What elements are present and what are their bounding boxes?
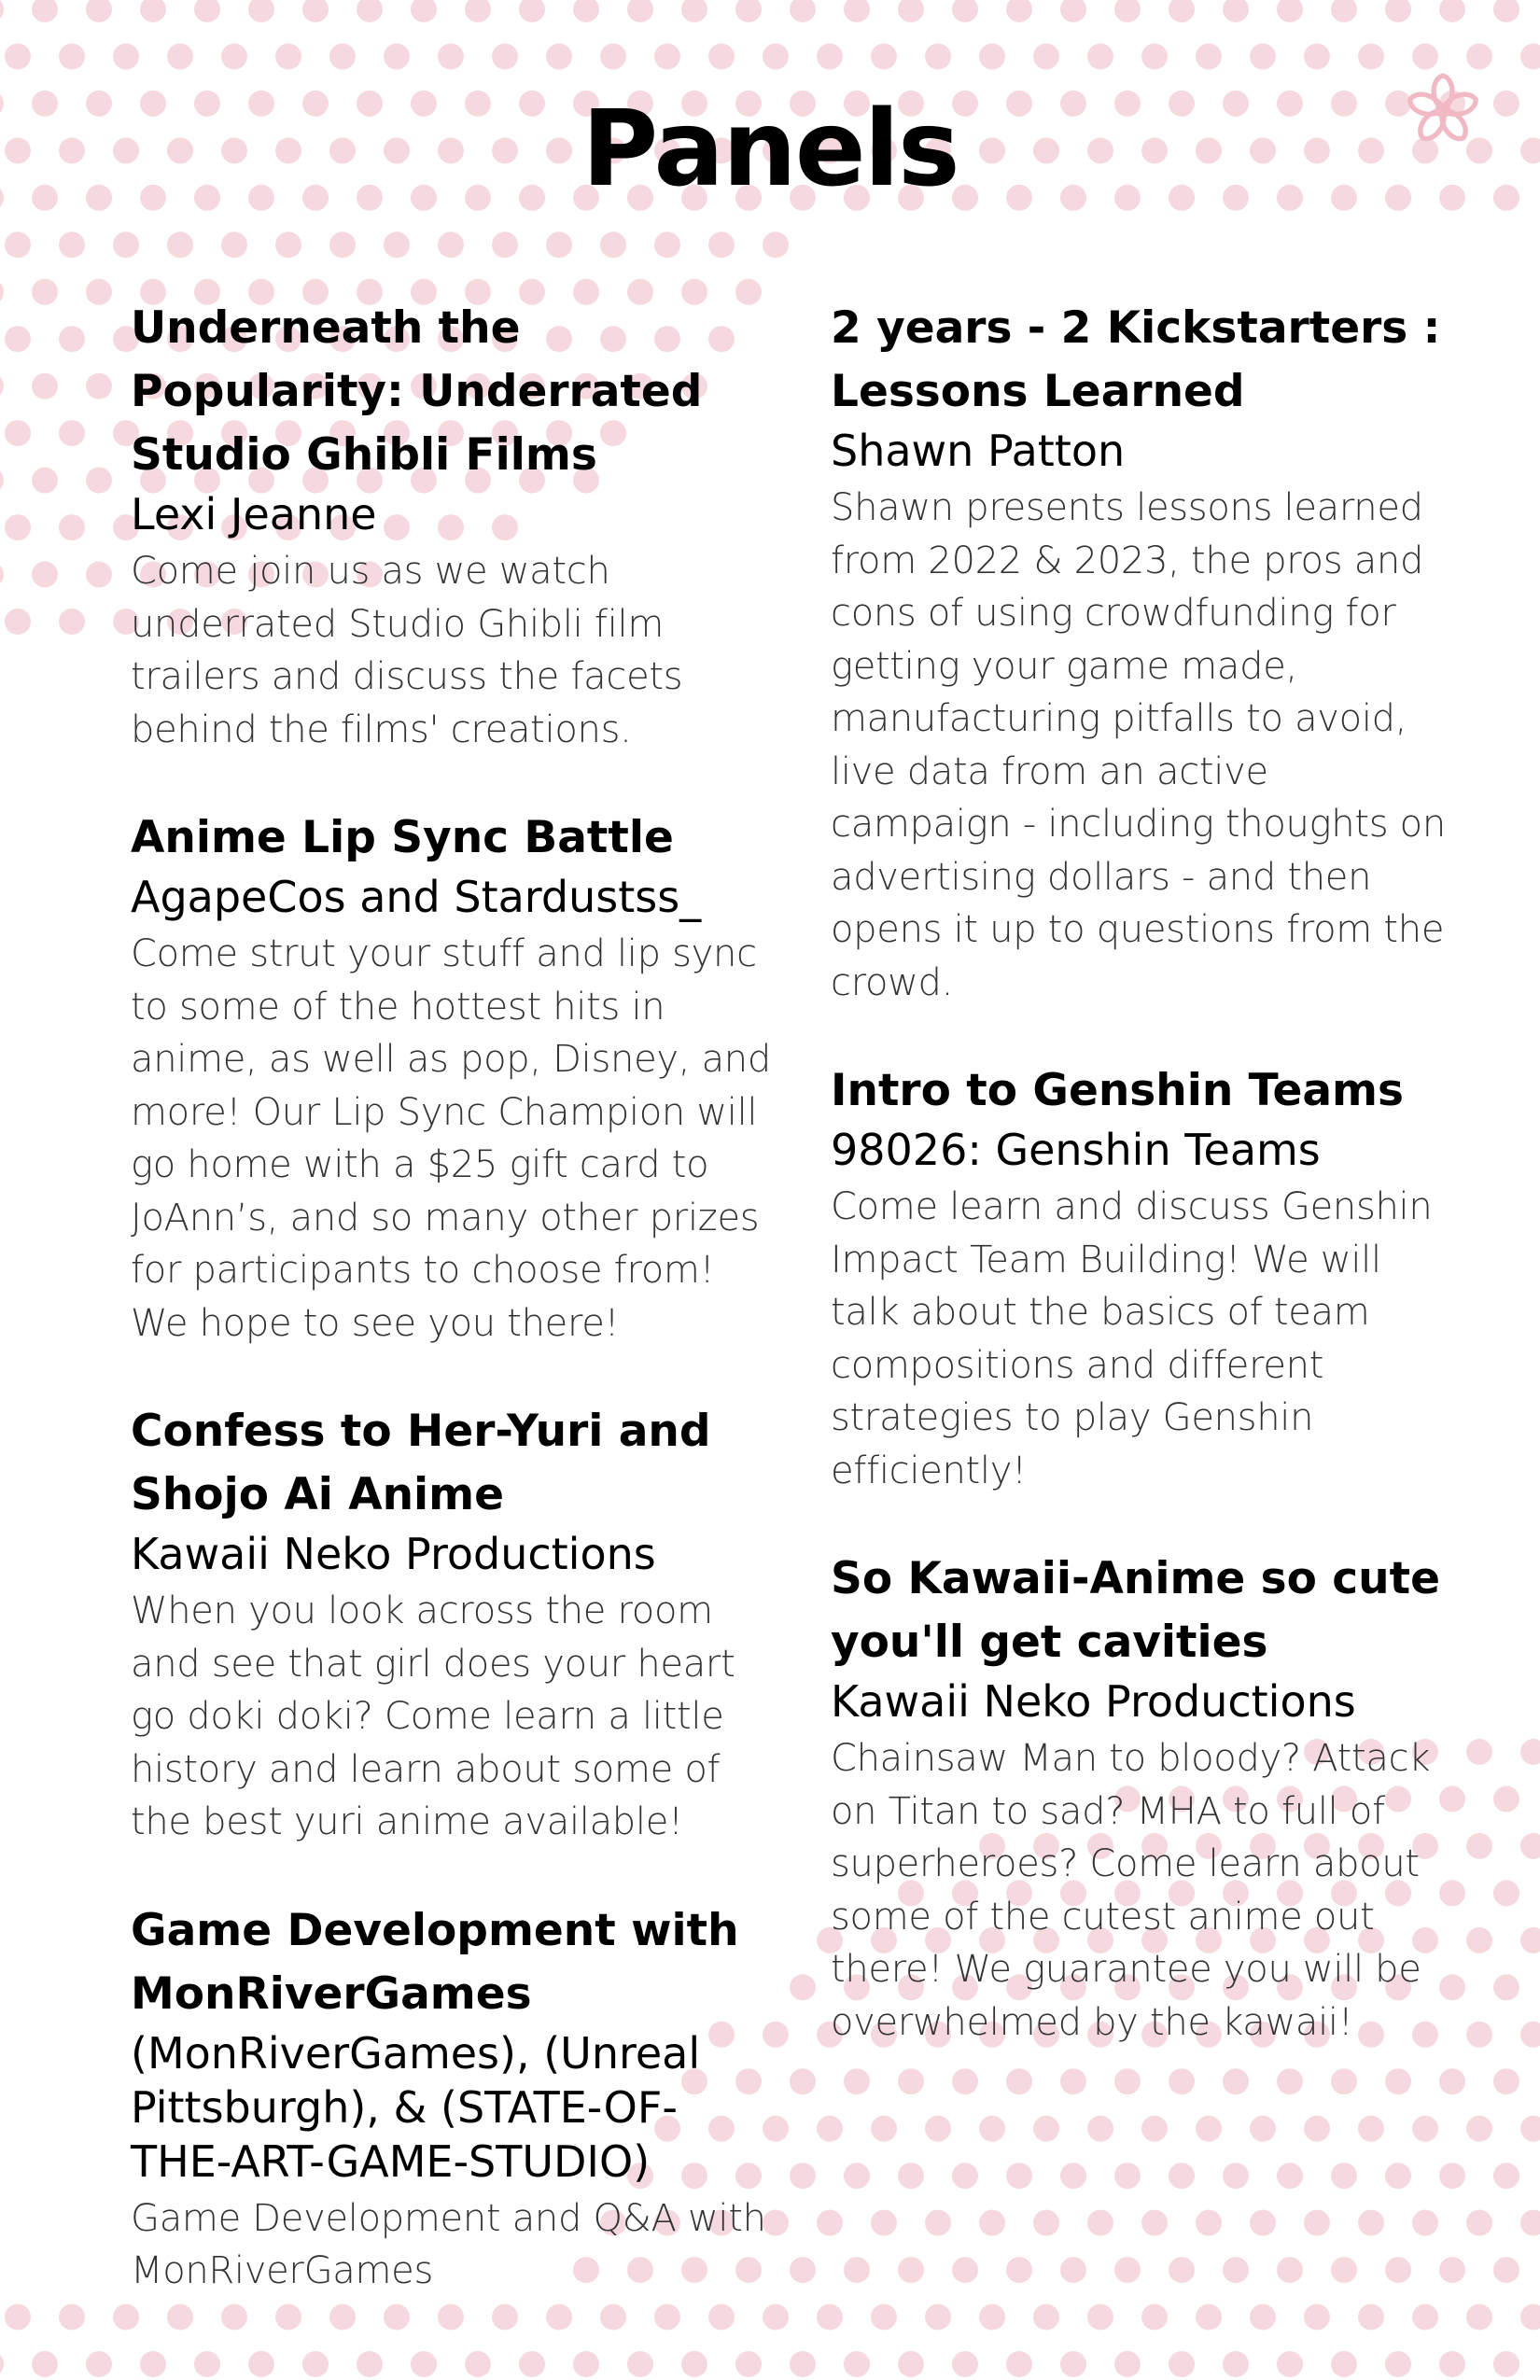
background-dot — [1060, 2068, 1086, 2094]
background-dot — [1114, 2257, 1141, 2283]
panel-description: Chainsaw Man to bloody? Attack on Titan to sad? MHA to full of superheroes? Come learn about some of the cutest anime out there! We guarantee you will be overwhelmed by the kawaii! — [831, 1737, 1431, 2044]
background-dot — [1439, 2257, 1465, 2283]
background-dot — [1385, 2257, 1411, 2283]
background-dot — [1250, 44, 1276, 70]
background-dot — [113, 231, 139, 258]
background-dot — [546, 231, 572, 258]
background-dot — [898, 2257, 924, 2283]
background-dot — [86, 2351, 112, 2377]
background-dot — [167, 2304, 193, 2331]
panel-description: Come strut your stuff and lip sync to some of the hottest hits in anime, as well as pop, Disney, and more! Our Lip Sync Champion will go home with a $25 gift card to JoAnn’s, and so many other prizes for participants to choose from! We hope to see you there! — [131, 932, 771, 1345]
background-dot — [1169, 2257, 1195, 2283]
page-title: Panels — [581, 89, 959, 210]
background-dot — [59, 44, 85, 70]
background-dot — [600, 231, 626, 258]
background-dot — [0, 373, 4, 399]
background-dot — [1520, 2210, 1540, 2236]
background-dot — [1466, 1739, 1492, 1765]
background-dot — [1033, 2116, 1059, 2142]
background-dot — [952, 2163, 978, 2189]
background-dot — [275, 2304, 301, 2331]
background-dot — [1412, 44, 1438, 70]
background-dot — [925, 2210, 951, 2236]
background-dot — [1060, 2257, 1086, 2283]
background-dot — [1087, 2304, 1113, 2331]
background-dot — [1412, 2116, 1438, 2142]
background-dot — [492, 2304, 518, 2331]
background-dot — [1520, 1833, 1540, 1859]
background-dot — [1493, 2163, 1519, 2189]
background-dot — [1520, 1927, 1540, 1953]
background-dot — [1087, 2116, 1113, 2142]
panel-title: Intro to Genshin Teams — [831, 1065, 1405, 1116]
background-dot — [1439, 2068, 1465, 2094]
panel-presenter: Kawaii Neko Productions — [131, 1529, 656, 1579]
background-dot — [5, 514, 31, 540]
background-dot — [898, 2068, 924, 2094]
panel-description: Game Development and Q&A with MonRiverGames — [131, 2196, 766, 2292]
background-dot — [1466, 1833, 1492, 1859]
background-dot — [1223, 0, 1249, 22]
background-dot — [302, 2351, 329, 2377]
background-dot — [1358, 2116, 1384, 2142]
background-dot — [59, 231, 85, 258]
background-dot — [1304, 2304, 1330, 2331]
background-dot — [681, 2351, 707, 2377]
background-dot — [59, 514, 85, 540]
background-dot — [1060, 2163, 1086, 2189]
background-dot — [1006, 2068, 1032, 2094]
background-dot — [86, 279, 112, 305]
background-dot — [1385, 2068, 1411, 2094]
panel-card — [131, 806, 775, 1350]
panel-description: When you look across the room and see that girl does your heart go doki doki? Come learn a little history and learn about some of the best yuri anime available! — [131, 1589, 735, 1843]
background-dot — [1169, 2068, 1195, 2094]
panel-card — [131, 1899, 775, 2298]
background-dot — [844, 2068, 870, 2094]
background-dot — [5, 2304, 31, 2331]
background-dot — [1033, 44, 1059, 70]
background-dot — [1385, 2163, 1411, 2189]
background-dot — [925, 2304, 951, 2331]
background-dot — [817, 2210, 843, 2236]
background-dot — [1466, 2210, 1492, 2236]
background-dot — [979, 2116, 1005, 2142]
background-dot — [844, 2257, 870, 2283]
panel-title: Game Development with MonRiverGames — [131, 1904, 739, 2020]
background-dot — [438, 2304, 464, 2331]
background-dot — [790, 2257, 816, 2283]
background-dot — [1277, 2163, 1303, 2189]
background-dot — [1385, 2351, 1411, 2377]
background-dot — [1277, 2351, 1303, 2377]
right-column — [831, 297, 1447, 2049]
background-dot — [465, 2351, 491, 2377]
background-dot — [979, 44, 1005, 70]
background-dot — [1331, 2068, 1357, 2094]
background-dot — [898, 0, 924, 22]
background-dot — [1331, 2351, 1357, 2377]
background-dot — [1250, 2304, 1276, 2331]
panel-title: Underneath the Popularity: Underrated Studio Ghibli Films — [131, 302, 703, 481]
background-dot — [817, 44, 843, 70]
background-dot — [59, 420, 85, 446]
background-dot — [1466, 44, 1492, 70]
background-dot — [1520, 2022, 1540, 2048]
panel-card — [831, 1059, 1447, 1497]
background-dot — [0, 0, 4, 22]
background-dot — [1358, 44, 1384, 70]
background-dot — [1196, 44, 1222, 70]
background-dot — [357, 2351, 383, 2377]
panel-presenter: 98026: Genshin Teams — [831, 1125, 1321, 1175]
panel-card — [131, 1400, 775, 1849]
background-dot — [1304, 2116, 1330, 2142]
background-dot — [167, 44, 193, 70]
background-dot — [1277, 2257, 1303, 2283]
background-dot — [411, 0, 437, 22]
background-dot — [5, 326, 31, 352]
background-dot — [1520, 2304, 1540, 2331]
background-dot — [1223, 2068, 1249, 2094]
background-dot — [1439, 2163, 1465, 2189]
background-dot — [1250, 2116, 1276, 2142]
background-dot — [952, 2068, 978, 2094]
background-dot — [1358, 2210, 1384, 2236]
background-dot — [194, 2351, 220, 2377]
background-dot — [1331, 0, 1357, 22]
background-dot — [113, 2304, 139, 2331]
background-dot — [573, 0, 599, 22]
background-dot — [1141, 44, 1168, 70]
panel-title: Confess to Her-Yuri and Shojo Ai Anime — [131, 1406, 711, 1520]
background-dot — [519, 0, 545, 22]
background-dot — [275, 231, 301, 258]
background-dot — [1169, 0, 1195, 22]
background-dot — [546, 2304, 572, 2331]
background-dot — [59, 2304, 85, 2331]
background-dot — [1196, 2116, 1222, 2142]
panel-presenter: Kawaii Neko Productions — [831, 1676, 1356, 1727]
background-dot — [763, 2304, 789, 2331]
background-dot — [654, 44, 680, 70]
background-dot — [5, 231, 31, 258]
background-dot — [790, 1974, 816, 2000]
background-dot — [302, 0, 329, 22]
background-dot — [1493, 0, 1519, 22]
background-dot — [790, 2068, 816, 2094]
background-dot — [1385, 0, 1411, 22]
background-dot — [86, 373, 112, 399]
background-dot — [1439, 2351, 1465, 2377]
background-dot — [0, 562, 4, 588]
background-dot — [1520, 2116, 1540, 2142]
cherry-blossom-icon — [1402, 69, 1484, 151]
background-dot — [925, 2116, 951, 2142]
background-dot — [763, 231, 789, 258]
background-dot — [1033, 2304, 1059, 2331]
background-dot — [1493, 2351, 1519, 2377]
background-dot — [1493, 2068, 1519, 2094]
panel-presenter: AgapeCos and Stardustss_ — [131, 872, 702, 922]
background-dot — [329, 44, 356, 70]
background-dot — [790, 2351, 816, 2377]
background-dot — [681, 0, 707, 22]
background-dot — [1060, 0, 1086, 22]
left-column — [131, 297, 775, 2298]
background-dot — [1493, 1786, 1519, 1813]
background-dot — [979, 2210, 1005, 2236]
background-dot — [1006, 2163, 1032, 2189]
background-dot — [871, 2304, 897, 2331]
background-dot — [600, 44, 626, 70]
background-dot — [1277, 2068, 1303, 2094]
background-dot — [925, 44, 951, 70]
background-dot — [248, 0, 274, 22]
background-dot — [600, 2304, 626, 2331]
background-dot — [32, 373, 58, 399]
background-dot — [492, 44, 518, 70]
background-dot — [1331, 2257, 1357, 2283]
background-dot — [1439, 0, 1465, 22]
background-dot — [221, 2304, 247, 2331]
background-dot — [1223, 2163, 1249, 2189]
background-dot — [275, 44, 301, 70]
background-dot — [1223, 2351, 1249, 2377]
background-dot — [844, 0, 870, 22]
background-dot — [1250, 2210, 1276, 2236]
background-dot — [86, 0, 112, 22]
panel-presenter: Shawn Patton — [831, 426, 1126, 476]
background-dot — [1358, 2304, 1384, 2331]
background-dot — [221, 44, 247, 70]
background-dot — [1006, 2351, 1032, 2377]
background-dot — [1331, 2163, 1357, 2189]
background-dot — [708, 44, 735, 70]
background-dot — [5, 44, 31, 70]
background-dot — [329, 231, 356, 258]
background-dot — [979, 2304, 1005, 2331]
background-dot — [735, 0, 762, 22]
background-dot — [1060, 2351, 1086, 2377]
background-dot — [952, 2257, 978, 2283]
background-dot — [1033, 2210, 1059, 2236]
background-dot — [1466, 2116, 1492, 2142]
background-dot — [735, 2351, 762, 2377]
background-dot — [871, 2210, 897, 2236]
background-dot — [1520, 1739, 1540, 1765]
background-dot — [1006, 2257, 1032, 2283]
background-dot — [86, 562, 112, 588]
background-dot — [248, 2351, 274, 2377]
background-dot — [384, 44, 410, 70]
background-dot — [438, 44, 464, 70]
background-dot — [5, 609, 31, 635]
background-dot — [59, 609, 85, 635]
background-dot — [627, 2351, 653, 2377]
background-dot — [1114, 2163, 1141, 2189]
background-dot — [1169, 2163, 1195, 2189]
panel-description: Come learn and discuss Genshin Impact Team Building! We will talk about the basics of team compositions and different strategies to play Genshin efficiently! — [831, 1185, 1433, 1492]
background-dot — [1493, 1880, 1519, 1906]
background-dot — [871, 44, 897, 70]
background-dot — [1114, 0, 1141, 22]
panel-description: Shawn presents lessons learned from 2022 & 2023, the pros and cons of using crowdfunding for getting your game made, manufacturing pitfalls to avoid, live data from an active campaign - including thoughts on advertising dollars - and then opens it up to questions from the crowd. — [831, 486, 1446, 1004]
background-dot — [1141, 2116, 1168, 2142]
background-dot — [871, 2116, 897, 2142]
background-dot — [32, 468, 58, 494]
background-dot — [952, 2351, 978, 2377]
background-dot — [1466, 1927, 1492, 1953]
background-dot — [140, 2351, 166, 2377]
background-dot — [1304, 2210, 1330, 2236]
background-dot — [763, 44, 789, 70]
background-dot — [465, 0, 491, 22]
background-dot — [844, 2163, 870, 2189]
background-dot — [0, 279, 4, 305]
background-dot — [384, 231, 410, 258]
background-dot — [32, 2351, 58, 2377]
background-dot — [1141, 2210, 1168, 2236]
background-dot — [384, 2304, 410, 2331]
background-dot — [708, 2304, 735, 2331]
background-dot — [1277, 0, 1303, 22]
background-dot — [140, 0, 166, 22]
background-dot — [86, 468, 112, 494]
background-dot — [221, 231, 247, 258]
background-dot — [573, 2351, 599, 2377]
panel-title: Anime Lip Sync Battle — [131, 812, 674, 863]
background-dot — [708, 231, 735, 258]
panel-description: Come join us as we watch underrated Studio Ghibli film trailers and discuss the facets behind the films' creations. — [131, 550, 683, 751]
background-dot — [357, 0, 383, 22]
background-dot — [113, 44, 139, 70]
background-dot — [654, 2304, 680, 2331]
background-dot — [1520, 44, 1540, 70]
background-dot — [1196, 2304, 1222, 2331]
background-dot — [1087, 2210, 1113, 2236]
background-dot — [32, 562, 58, 588]
background-dot — [817, 2304, 843, 2331]
background-dot — [844, 2351, 870, 2377]
background-dot — [898, 2163, 924, 2189]
panel-title: 2 years - 2 Kickstarters : Lessons Learned — [831, 302, 1441, 417]
background-dot — [438, 231, 464, 258]
background-dot — [59, 326, 85, 352]
background-dot — [1196, 2210, 1222, 2236]
background-dot — [0, 468, 4, 494]
background-dot — [1412, 2304, 1438, 2331]
background-dot — [654, 231, 680, 258]
background-dot — [5, 420, 31, 446]
panel-card — [831, 1547, 1447, 2049]
background-dot — [1304, 44, 1330, 70]
background-dot — [952, 0, 978, 22]
background-dot — [0, 2351, 4, 2377]
background-dot — [1114, 2351, 1141, 2377]
background-dot — [1006, 0, 1032, 22]
background-dot — [1466, 2022, 1492, 2048]
panel-presenter: Lexi Jeanne — [131, 489, 377, 539]
background-dot — [519, 2351, 545, 2377]
background-dot — [492, 231, 518, 258]
background-dot — [1087, 44, 1113, 70]
background-dot — [167, 231, 193, 258]
background-dot — [32, 279, 58, 305]
background-dot — [546, 44, 572, 70]
background-dot — [817, 2116, 843, 2142]
background-dot — [329, 2304, 356, 2331]
background-dot — [194, 0, 220, 22]
background-dot — [1412, 2210, 1438, 2236]
background-dot — [790, 0, 816, 22]
background-dot — [1114, 2068, 1141, 2094]
panel-card — [831, 297, 1447, 1009]
background-dot — [1493, 2257, 1519, 2283]
background-dot — [1466, 2304, 1492, 2331]
background-dot — [1223, 2257, 1249, 2283]
background-dot — [32, 0, 58, 22]
panel-presenter: (MonRiverGames), (Unreal Pittsburgh), & (STATE-OF-THE-ART-GAME-STUDIO) — [131, 2027, 701, 2187]
background-dot — [790, 2163, 816, 2189]
background-dot — [898, 2351, 924, 2377]
background-dot — [627, 0, 653, 22]
panel-card — [131, 297, 775, 756]
background-dot — [1141, 2304, 1168, 2331]
background-dot — [1493, 1974, 1519, 2000]
panel-title: So Kawaii-Anime so cute you'll get cavities — [831, 1553, 1440, 1668]
background-dot — [411, 2351, 437, 2377]
background-dot — [1169, 2351, 1195, 2377]
